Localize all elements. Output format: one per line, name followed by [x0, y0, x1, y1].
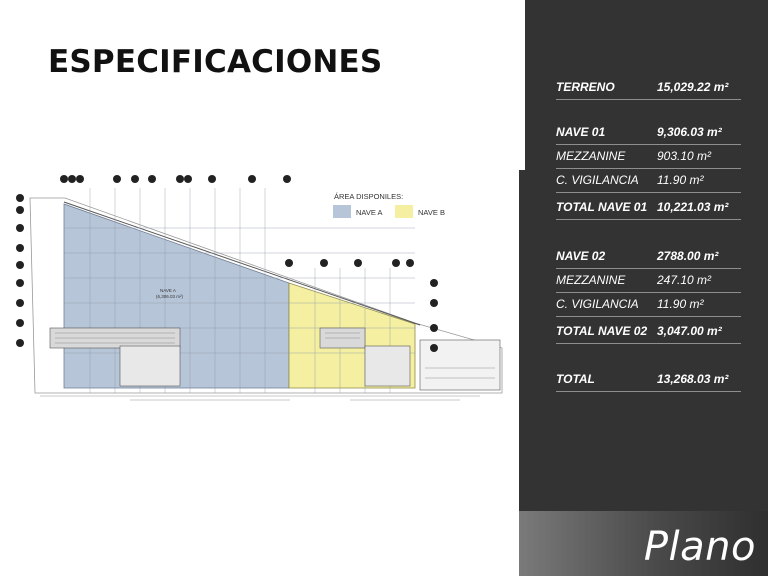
- legend-label-nave-a: NAVE A: [356, 208, 383, 217]
- nave-a-label: NAVE A: [160, 288, 176, 293]
- spec-row: [556, 76, 741, 100]
- spec-value: 903.10 m²: [657, 149, 712, 163]
- spec-value: 15,029.22 m²: [657, 80, 729, 94]
- page-title: ESPECIFICACIONES: [48, 44, 383, 80]
- spec-label: TOTAL: [556, 372, 595, 386]
- spec-row: [556, 121, 741, 145]
- spec-row: [556, 269, 741, 293]
- spec-value: 11.90 m²: [657, 173, 704, 187]
- spec-label: NAVE 02: [556, 249, 606, 263]
- spec-value: 3,047.00 m²: [657, 324, 722, 338]
- spec-label: MEZZANINE: [556, 273, 626, 287]
- dimension-lines: [40, 396, 480, 400]
- spec-label: NAVE 01: [556, 125, 606, 139]
- legend-title: ÁREA DISPONILES:: [334, 192, 404, 201]
- spec-label: C. VIGILANCIA: [556, 173, 639, 187]
- spec-value: 9,306.03 m²: [657, 125, 722, 139]
- spec-label: C. VIGILANCIA: [556, 297, 639, 311]
- spec-row: [556, 320, 741, 344]
- plano-band: [519, 511, 768, 576]
- spec-value: 2788.00 m²: [657, 249, 719, 263]
- spec-label: TOTAL NAVE 02: [556, 324, 648, 338]
- legend-label-nave-b: NAVE B: [418, 208, 445, 217]
- spec-value: 10,221.03 m²: [657, 200, 729, 214]
- spec-label: MEZZANINE: [556, 149, 626, 163]
- spec-value: 11.90 m²: [657, 297, 704, 311]
- nave-a-area-label: (6,306.03 m²): [156, 294, 184, 299]
- spec-label: TERRENO: [556, 80, 615, 94]
- plano-label: Plano: [643, 524, 756, 570]
- spec-value: 247.10 m²: [657, 273, 712, 287]
- spec-row: [556, 245, 741, 269]
- spec-row: [556, 196, 741, 220]
- spec-row: [556, 293, 741, 317]
- spec-row: [556, 368, 741, 392]
- spec-row: [556, 169, 741, 193]
- floor-plan-drawing: [10, 168, 510, 408]
- spec-label: TOTAL NAVE 01: [556, 200, 648, 214]
- spec-value: 13,268.03 m²: [657, 372, 729, 386]
- spec-row: [556, 145, 741, 169]
